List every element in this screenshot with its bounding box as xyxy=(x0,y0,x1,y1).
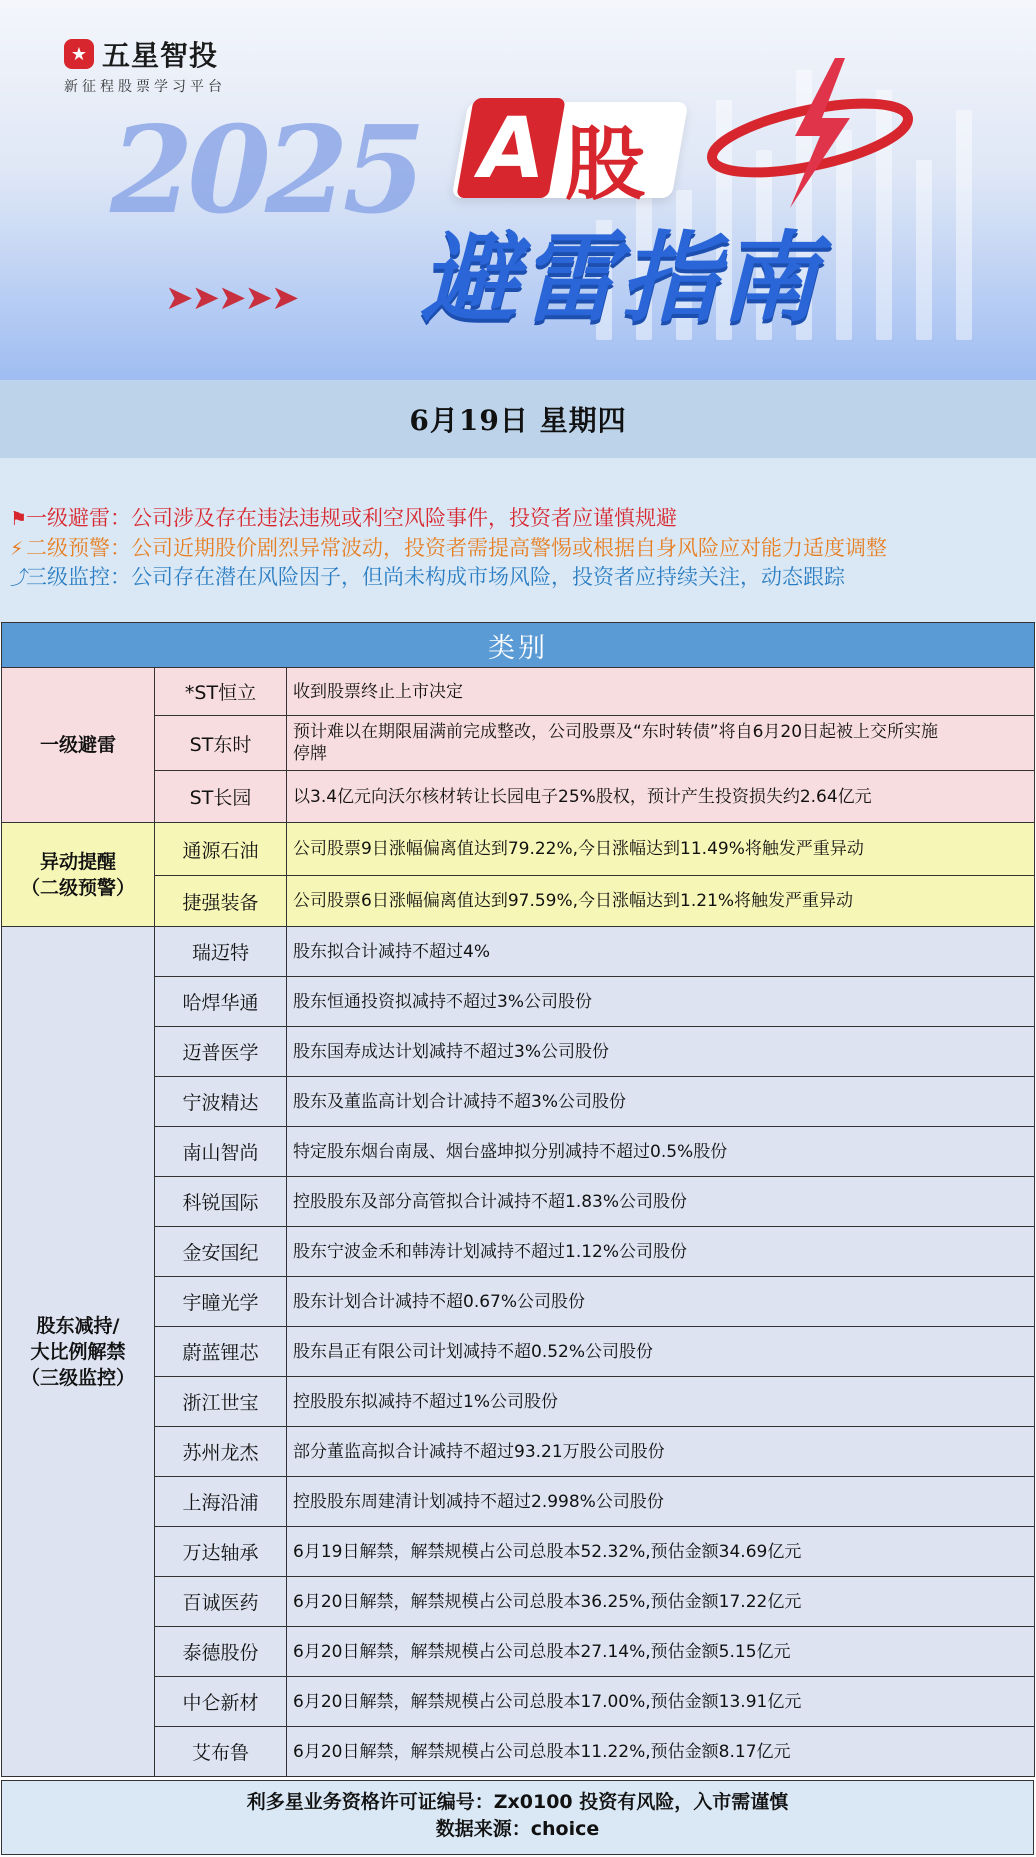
table-row xyxy=(2,1227,1035,1277)
stock-name: 艾布鲁 xyxy=(155,1727,287,1777)
stock-name: 南山智尚 xyxy=(155,1127,287,1177)
table-row xyxy=(2,823,1035,876)
table-row xyxy=(2,1377,1035,1427)
stock-desc: 股东恒通投资拟减持不超过3%公司股份 xyxy=(287,977,1035,1027)
table-row xyxy=(2,1177,1035,1227)
category-level3: 股东减持/ 大比例解禁 （三级监控） xyxy=(2,927,155,1777)
table-row xyxy=(2,668,1035,716)
brand-name: 五星智投 xyxy=(102,39,219,72)
table-row xyxy=(2,716,1035,771)
table-row xyxy=(2,977,1035,1027)
category-level2: 异动提醒 （二级预警） xyxy=(2,823,155,927)
arrows-icon: ➤➤➤➤➤ xyxy=(165,278,298,318)
stock-desc: 6月19日解禁，解禁规模占公司总股本52.32%,预估金额34.69亿元 xyxy=(287,1527,1035,1577)
risk-table xyxy=(1,622,1035,1777)
legend-item-level3 xyxy=(10,561,845,591)
table-row xyxy=(2,1277,1035,1327)
lightning-ring-icon xyxy=(700,58,920,208)
table-row xyxy=(2,1727,1035,1777)
brand-tagline: 新征程股票学习平台 xyxy=(64,79,226,95)
stock-desc: 特定股东烟台南晟、烟台盛坤拟分别减持不超过0.5%股份 xyxy=(287,1127,1035,1177)
stock-name: 百诚医药 xyxy=(155,1577,287,1627)
header-banner xyxy=(0,0,1036,380)
stock-desc: 6月20日解禁，解禁规模占公司总股本17.00%,预估金额13.91亿元 xyxy=(287,1677,1035,1727)
legend-text: 公司近期股价剧烈异常波动，投资者需提高警惕或根据自身风险应对能力适度调整 xyxy=(131,536,887,560)
stock-desc: 6月20日解禁，解禁规模占公司总股本27.14%,预估金额5.15亿元 xyxy=(287,1627,1035,1677)
stock-name: 蔚蓝锂芯 xyxy=(155,1327,287,1377)
stock-name: 迈普医学 xyxy=(155,1027,287,1077)
trend-icon: ⤴ xyxy=(10,567,30,589)
stock-name: 上海沿浦 xyxy=(155,1477,287,1527)
table-row xyxy=(2,1527,1035,1577)
star-logo-icon: ★ xyxy=(64,39,94,69)
table-row xyxy=(2,1577,1035,1627)
stock-desc: 6月20日解禁，解禁规模占公司总股本36.25%,预估金额17.22亿元 xyxy=(287,1577,1035,1627)
lightning-icon: ⚡ xyxy=(10,538,24,560)
red-flag-icon: ⚑ xyxy=(10,508,28,530)
a-share-suffix: 股 xyxy=(565,118,645,211)
stock-name: 金安国纪 xyxy=(155,1227,287,1277)
stock-desc: 股东计划合计减持不超0.67%公司股份 xyxy=(287,1277,1035,1327)
stock-desc: 6月20日解禁，解禁规模占公司总股本11.22%,预估金额8.17亿元 xyxy=(287,1727,1035,1777)
stock-desc: 控股股东及部分高管拟合计减持不超1.83%公司股份 xyxy=(287,1177,1035,1227)
table-row xyxy=(2,1677,1035,1727)
table-row xyxy=(2,1077,1035,1127)
table-row xyxy=(2,1127,1035,1177)
stock-name: 万达轴承 xyxy=(155,1527,287,1577)
stock-name: ST东时 xyxy=(155,716,287,771)
stock-name: 宇瞳光学 xyxy=(155,1277,287,1327)
banner-year: 2025 xyxy=(110,100,420,241)
stock-name: 宁波精达 xyxy=(155,1077,287,1127)
stock-desc: 股东国寿成达计划减持不超过3%公司股份 xyxy=(287,1027,1035,1077)
stock-name: 哈焊华通 xyxy=(155,977,287,1027)
stock-name: 苏州龙杰 xyxy=(155,1427,287,1477)
risk-legend xyxy=(0,458,1036,623)
table-row xyxy=(2,876,1035,927)
stock-desc: 公司股票6日涨幅偏离值达到97.59%,今日涨幅达到1.21%将触发严重异动 xyxy=(287,876,1035,927)
legend-item-level2 xyxy=(10,532,887,562)
stock-desc: 公司股票9日涨幅偏离值达到79.22%,今日涨幅达到11.49%将触发严重异动 xyxy=(287,823,1035,876)
stock-name: *ST恒立 xyxy=(155,668,287,716)
table-row xyxy=(2,771,1035,823)
stock-desc: 控股股东拟减持不超过1%公司股份 xyxy=(287,1377,1035,1427)
a-letter: A xyxy=(456,98,566,198)
stock-name: 浙江世宝 xyxy=(155,1377,287,1427)
stock-desc: 股东宁波金禾和韩涛计划减持不超过1.12%公司股份 xyxy=(287,1227,1035,1277)
stock-name: ST长园 xyxy=(155,771,287,823)
stock-name: 捷强装备 xyxy=(155,876,287,927)
legend-item-level1 xyxy=(10,502,677,532)
stock-name: 科锐国际 xyxy=(155,1177,287,1227)
legend-label: 三级监控： xyxy=(26,565,131,589)
banner-title: 避雷指南 xyxy=(420,222,821,336)
stock-desc: 预计难以在期限届满前完成整改，公司股票及“东时转债”将自6月20日起被上交所实施停牌 xyxy=(287,716,1035,771)
stock-desc: 控股股东周建清计划减持不超过2.998%公司股份 xyxy=(287,1477,1035,1527)
stock-desc: 股东及董监高计划合计减持不超3%公司股份 xyxy=(287,1077,1035,1127)
data-source: 数据来源：choice xyxy=(435,1818,600,1840)
footer xyxy=(1,1780,1034,1855)
table-row xyxy=(2,927,1035,977)
table-row xyxy=(2,1477,1035,1527)
legend-text: 公司涉及存在违法违规或利空风险事件，投资者应谨慎规避 xyxy=(131,506,677,530)
stock-desc: 股东昌正有限公司计划减持不超0.52%公司股份 xyxy=(287,1327,1035,1377)
stock-desc: 股东拟合计减持不超过4% xyxy=(287,927,1035,977)
license-notice: 利多星业务资格许可证编号：Zx0100 投资有风险，入市需谨慎 xyxy=(246,1791,789,1813)
stock-name: 中仑新材 xyxy=(155,1677,287,1727)
stock-desc: 部分董监高拟合计减持不超过93.21万股公司股份 xyxy=(287,1427,1035,1477)
stock-desc: 收到股票终止上市决定 xyxy=(287,668,1035,716)
stock-desc: 以3.4亿元向沃尔核材转让长园电子25%股权，预计产生投资损失约2.64亿元 xyxy=(287,771,1035,823)
table-row xyxy=(2,1627,1035,1677)
category-level1: 一级避雷 xyxy=(2,668,155,823)
table-row xyxy=(2,1427,1035,1477)
stock-name: 瑞迈特 xyxy=(155,927,287,977)
table-header: 类别 xyxy=(2,623,1035,668)
legend-text: 公司存在潜在风险因子，但尚未构成市场风险，投资者应持续关注，动态跟踪 xyxy=(131,565,845,589)
brand-logo xyxy=(64,34,218,74)
stock-name: 泰德股份 xyxy=(155,1627,287,1677)
stock-name: 通源石油 xyxy=(155,823,287,876)
date-heading: 6月19日 星期四 xyxy=(0,380,1036,458)
legend-label: 二级预警： xyxy=(26,536,131,560)
table-row xyxy=(2,1027,1035,1077)
legend-label: 一级避雷： xyxy=(26,506,131,530)
table-row xyxy=(2,1327,1035,1377)
